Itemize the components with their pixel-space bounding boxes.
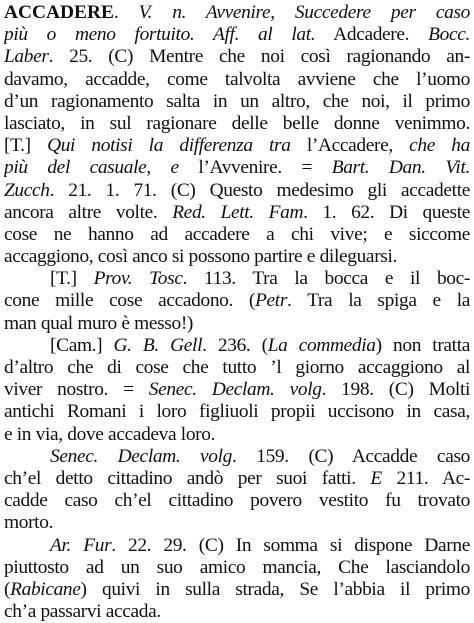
text-segment: piuttosto ad un suo amico mancia, Che lasciandolo xyxy=(4,557,470,578)
text-segment: . 1. 62. Di queste xyxy=(303,202,470,223)
text-line xyxy=(4,557,470,579)
text-line xyxy=(4,113,470,135)
text-segment: . 25. (C) Mentre che noi così ragionando an- xyxy=(49,46,470,67)
text-segment: ( xyxy=(4,579,10,600)
text-segment: Senec. Declam. volg xyxy=(149,379,322,400)
text-line xyxy=(4,69,470,91)
text-segment: 211. Ac- xyxy=(382,468,470,489)
text-segment: . 198. (C) Molti xyxy=(322,379,470,400)
text-segment: Red. Lett. Fam xyxy=(172,202,303,223)
text-line xyxy=(4,424,470,446)
text-segment: [Cam.] xyxy=(50,335,114,356)
entry-paragraph xyxy=(4,335,470,446)
text-line xyxy=(4,246,470,268)
text-segment: [T.] xyxy=(50,268,94,289)
text-segment: l’Avvenire. = xyxy=(179,157,332,178)
text-segment: Senec. Declam. volg xyxy=(50,446,232,467)
text-line xyxy=(4,290,470,312)
text-segment: Laber xyxy=(4,46,49,67)
text-segment: viver nostro. = xyxy=(4,379,149,400)
text-segment: ch’a passarvi accada. xyxy=(4,601,161,622)
text-segment: Qui notisi la differenza tra xyxy=(47,135,290,156)
text-segment: . 159. (C) Accadde caso xyxy=(232,446,470,467)
text-segment: . xyxy=(114,2,139,23)
text-line xyxy=(4,601,470,623)
entry-paragraph xyxy=(4,535,470,623)
text-segment: cose ne hanno ad accadere a chi vive; e siccome xyxy=(4,224,470,245)
text-segment: lasciato, in sul ragionare delle belle donne venimmo. xyxy=(4,113,470,134)
text-segment: Petr xyxy=(255,290,287,311)
text-segment: E xyxy=(370,468,382,489)
text-segment: d’un ragionamento salta in un altro, che noi, il primo xyxy=(4,91,470,112)
text-line xyxy=(4,224,470,246)
text-line xyxy=(4,46,470,68)
text-segment: cone mille cose accadono. ( xyxy=(4,290,255,311)
text-line xyxy=(4,313,470,335)
text-segment: , xyxy=(270,2,295,23)
text-line xyxy=(4,91,470,113)
text-segment: . 22. 29. (C) In somma si dispone Darne xyxy=(111,535,470,556)
text-line xyxy=(4,24,470,46)
entry-paragraph xyxy=(4,2,470,268)
text-line xyxy=(4,2,470,24)
text-segment: . Tra la spiga e la xyxy=(287,290,470,311)
text-segment: Adcadere. xyxy=(315,24,428,45)
text-segment: l’Accadere, xyxy=(291,135,410,156)
text-line xyxy=(4,468,470,490)
text-segment: e in via, dove accadeva loro. xyxy=(4,424,215,445)
text-segment: G. B. Gell xyxy=(114,335,203,356)
text-segment: più del casuale xyxy=(4,157,146,178)
text-segment: Prov. Tosc xyxy=(94,268,183,289)
text-line xyxy=(4,401,470,423)
text-line xyxy=(4,379,470,401)
text-line xyxy=(4,446,470,468)
text-segment: V. n. Avvenire xyxy=(139,2,271,23)
text-segment: ancora altre volte. xyxy=(4,202,172,223)
text-segment: ) non tratta xyxy=(376,335,470,356)
headword: ACCADERE xyxy=(4,2,114,23)
text-line xyxy=(4,157,470,179)
text-segment: ) quivi in sulla strada, Se l’abbia il primo xyxy=(81,579,470,600)
dictionary-entry xyxy=(4,2,470,623)
text-segment: . 113. Tra la bocca e il boc- xyxy=(183,268,470,289)
text-segment: accaggiono, così anco si possono partire e dileguarsi. xyxy=(4,246,397,267)
text-segment: cadde caso ch’el cittadino povero vestito fu trovato xyxy=(4,490,470,511)
text-segment: Ar. Fur xyxy=(50,535,111,556)
text-segment: che ha xyxy=(409,135,470,156)
text-segment: La commedia xyxy=(268,335,376,356)
text-line xyxy=(4,268,470,290)
text-segment: [T.] xyxy=(4,135,47,156)
text-segment: d’altro che di cose che tutto ’l giorno accaggiono al xyxy=(4,357,470,378)
text-segment: morto. xyxy=(4,512,53,533)
text-line xyxy=(4,180,470,202)
text-segment: Bart. Dan. Vit. xyxy=(332,157,470,178)
text-segment: Zucch xyxy=(4,180,50,201)
text-segment: più o meno fortuito. Aff. al lat. xyxy=(4,24,315,45)
entry-paragraph xyxy=(4,446,470,535)
text-segment: Bocc. xyxy=(428,24,470,45)
text-line xyxy=(4,579,470,601)
entry-paragraph xyxy=(4,268,470,335)
text-segment: . 21. 1. 71. (C) Questo medesimo gli accadette xyxy=(50,180,470,201)
text-segment: davamo, accadde, come talvolta avviene che l’uomo xyxy=(4,69,470,90)
text-segment: Succedere per caso xyxy=(295,2,470,23)
text-segment: ch’el detto cittadino andò per suoi fatti. xyxy=(4,468,370,489)
text-segment: man qual muro è messo!) xyxy=(4,313,193,334)
text-segment: . 236. ( xyxy=(202,335,268,356)
text-segment: , xyxy=(146,157,170,178)
text-line xyxy=(4,535,470,557)
text-segment: Rabicane xyxy=(10,579,80,600)
text-line xyxy=(4,202,470,224)
text-line xyxy=(4,512,470,534)
text-line xyxy=(4,357,470,379)
text-line xyxy=(4,335,470,357)
text-line xyxy=(4,135,470,157)
text-line xyxy=(4,490,470,512)
text-segment: e xyxy=(170,157,178,178)
text-segment: antichi Romani i loro figliuoli propii uccisono in casa, xyxy=(4,401,470,422)
